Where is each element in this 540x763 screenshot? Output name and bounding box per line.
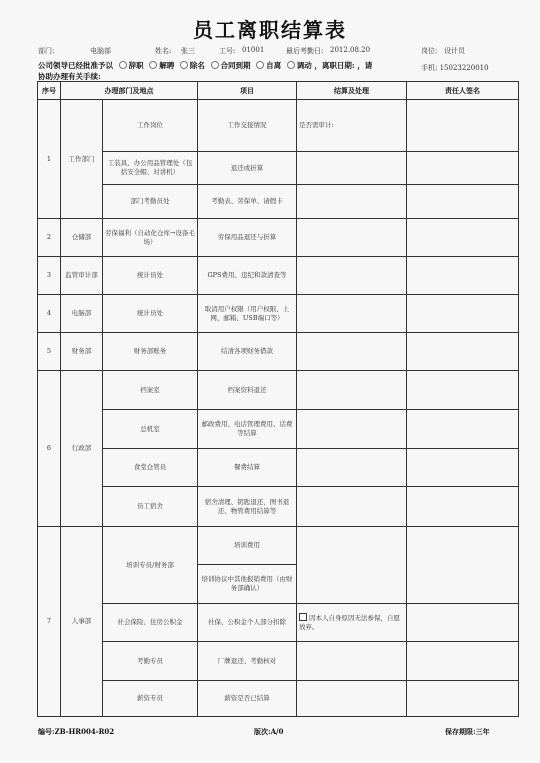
radio-remove[interactable] — [180, 61, 188, 69]
row5-place: 财务部账务 — [103, 333, 198, 371]
row3-place: 统计员处 — [103, 257, 198, 295]
dept-value: 电脑部 — [90, 47, 111, 55]
table-header-row — [38, 82, 519, 100]
row6b-signature[interactable] — [407, 410, 519, 449]
dept-label: 部门: — [38, 47, 55, 55]
table-row — [38, 100, 519, 152]
option-remove-label: 除名 — [189, 61, 205, 70]
table-row — [38, 333, 519, 371]
row7d-signature[interactable] — [407, 681, 519, 717]
row2-result[interactable] — [297, 219, 407, 257]
row7b-place: 社会保险、住房公积金 — [103, 604, 198, 642]
row7a2-item: 培训协议中其他报销费用（由财务部确认） — [198, 565, 297, 604]
row4-result[interactable] — [297, 295, 407, 333]
row3-result[interactable] — [297, 257, 407, 295]
row6a-result[interactable] — [297, 371, 407, 410]
row3-dept: 监管审计部 — [61, 257, 103, 295]
row7a-signature[interactable] — [407, 527, 519, 604]
row5-seq: 5 — [38, 333, 61, 371]
self-waiver-checkbox[interactable] — [299, 613, 307, 621]
row1-dept: 工作部门 — [61, 100, 103, 219]
header-settlement: 结算及处理 — [297, 82, 407, 100]
option-resign-label: 辞职 — [128, 61, 144, 70]
row7c-place: 考勤专员 — [103, 642, 198, 681]
approval-notice — [38, 60, 372, 82]
table-row — [38, 487, 519, 527]
retention-period: 保存期限:三年 — [445, 727, 490, 736]
row6b-item: 邮政费用、电话管理费用、话费等结算 — [198, 410, 297, 449]
row1a-item: 工作交接情况 — [198, 100, 297, 152]
table-row — [38, 410, 519, 449]
form-code: 编号:ZB-HR004-R02 — [38, 727, 115, 736]
table-row — [38, 295, 519, 333]
row4-seq: 4 — [38, 295, 61, 333]
row4-dept: 电脑部 — [61, 295, 103, 333]
row6a-signature[interactable] — [407, 371, 519, 410]
table-row — [38, 152, 519, 185]
row7-seq: 7 — [38, 527, 61, 717]
row6b-place: 总机室 — [103, 410, 198, 449]
row7b-signature[interactable] — [407, 604, 519, 642]
radio-transfer[interactable] — [287, 61, 295, 69]
option-leave-label: 自离 — [266, 61, 282, 70]
self-waiver-text: 因本人自身原因无法参保，自愿放弃。 — [299, 614, 400, 631]
row7d-place: 薪资专员 — [103, 681, 198, 717]
row6c-place: 食堂仓管员 — [103, 449, 198, 487]
document-title: 员工离职结算表 — [193, 18, 347, 42]
row6b-result[interactable] — [297, 410, 407, 449]
row1c-place: 部门考勤员处 — [103, 185, 198, 219]
row6d-place: 员工宿舍 — [103, 487, 198, 527]
row6c-signature[interactable] — [407, 449, 519, 487]
row7b-item: 社保、公积金个人部分扣除 — [198, 604, 297, 642]
row2-signature[interactable] — [407, 219, 519, 257]
settlement-table — [37, 81, 519, 717]
table-row — [38, 604, 519, 642]
employee-id-value: 01001 — [242, 46, 265, 54]
row7a1-item: 培训费用 — [198, 527, 297, 565]
row6d-result[interactable] — [297, 487, 407, 527]
header-signature: 责任人签名 — [407, 82, 519, 100]
option-contract-label: 合同到期 — [220, 61, 251, 70]
option-dismiss-label: 解聘 — [159, 61, 175, 70]
table-row — [38, 681, 519, 717]
row3-item: GPS费用、违纪和款清查等 — [198, 257, 297, 295]
row3-seq: 3 — [38, 257, 61, 295]
employee-id-label: 工号: — [219, 47, 236, 55]
row2-seq: 2 — [38, 219, 61, 257]
form-version: 版次:A/0 — [254, 727, 284, 736]
row2-dept: 仓储部 — [61, 219, 103, 257]
header-item: 项目 — [198, 82, 297, 100]
row1a-place: 工作岗位 — [103, 100, 198, 152]
row1c-result[interactable] — [297, 185, 407, 219]
name-label: 姓名: — [155, 47, 172, 55]
table-row — [38, 371, 519, 410]
row6c-result[interactable] — [297, 449, 407, 487]
row5-result[interactable] — [297, 333, 407, 371]
table-row — [38, 527, 519, 565]
row7a-result[interactable] — [297, 527, 407, 604]
row1c-item: 考勤表、劳保单、请假卡 — [198, 185, 297, 219]
row5-dept: 财务部 — [61, 333, 103, 371]
row1-seq: 1 — [38, 100, 61, 219]
table-row — [38, 219, 519, 257]
radio-dismiss[interactable] — [149, 61, 157, 69]
last-attendance-value: 2012.08.20 — [330, 46, 371, 54]
row4-item: 取消用户权限（用户权限、上网、邮箱、USB端口等） — [198, 295, 297, 333]
row5-item: 结清各项财务借款 — [198, 333, 297, 371]
row6a-place: 档案室 — [103, 371, 198, 410]
row4-place: 统计员处 — [103, 295, 198, 333]
notice-line2: 协助办理有关手续: — [38, 72, 101, 81]
position-value: 设计员 — [444, 47, 465, 55]
radio-self-leave[interactable] — [256, 61, 264, 69]
row1c-signature[interactable] — [407, 185, 519, 219]
position-label: 岗位: — [421, 47, 438, 55]
row7d-item: 薪资是否已结算 — [198, 681, 297, 717]
row1b-signature[interactable] — [407, 152, 519, 185]
last-attendance-label: 最后考勤日: — [286, 47, 324, 55]
row1b-place: 工装具、办公用品管理处（包括安全帽、对讲机） — [103, 152, 198, 185]
row1b-result[interactable] — [297, 152, 407, 185]
row7-dept: 人事部 — [61, 527, 103, 717]
notice-prefix: 公司领导已经批准予以 — [38, 61, 113, 70]
row6d-item: 宿舍清理、钥匙退还、图书退还、物管费用结算等 — [198, 487, 297, 527]
row2-place: 劳保福利（自动化仓库→设备毛场） — [103, 219, 198, 257]
row5-signature[interactable] — [407, 333, 519, 371]
table-row — [38, 185, 519, 219]
row7c-item: 厂牌退还、考勤核对 — [198, 642, 297, 681]
option-transfer-label: 调动 — [296, 61, 312, 70]
row6-dept: 行政部 — [61, 371, 103, 527]
name-value: 张三 — [181, 47, 195, 55]
row7d-result[interactable] — [297, 681, 407, 717]
radio-contract-expiry[interactable] — [211, 61, 219, 69]
header-dept-place: 办理部门及地点 — [61, 82, 198, 100]
row6-seq: 6 — [38, 371, 61, 527]
row7b-result — [297, 604, 407, 642]
header-seq: 序号 — [38, 82, 61, 100]
row1a-signature[interactable] — [407, 100, 519, 152]
row1a-result[interactable]: 是否需审计: — [297, 100, 407, 152]
radio-resign[interactable] — [119, 61, 127, 69]
table-row — [38, 257, 519, 295]
row7a-place: 培训专员/财务部 — [103, 527, 198, 604]
row6d-signature[interactable] — [407, 487, 519, 527]
phone-number: 手机: 15023220010 — [421, 64, 489, 72]
row4-signature[interactable] — [407, 295, 519, 333]
notice-suffix: ，离职日期: ，请 — [314, 61, 373, 70]
row2-item: 劳保用品退还与折算 — [198, 219, 297, 257]
row1b-item: 退还或折算 — [198, 152, 297, 185]
row6a-item: 档案资料退还 — [198, 371, 297, 410]
row3-signature[interactable] — [407, 257, 519, 295]
row6c-item: 餐费结算 — [198, 449, 297, 487]
table-row — [38, 449, 519, 487]
table-row — [38, 642, 519, 681]
row7c-signature[interactable] — [407, 642, 519, 681]
row7c-result[interactable] — [297, 642, 407, 681]
